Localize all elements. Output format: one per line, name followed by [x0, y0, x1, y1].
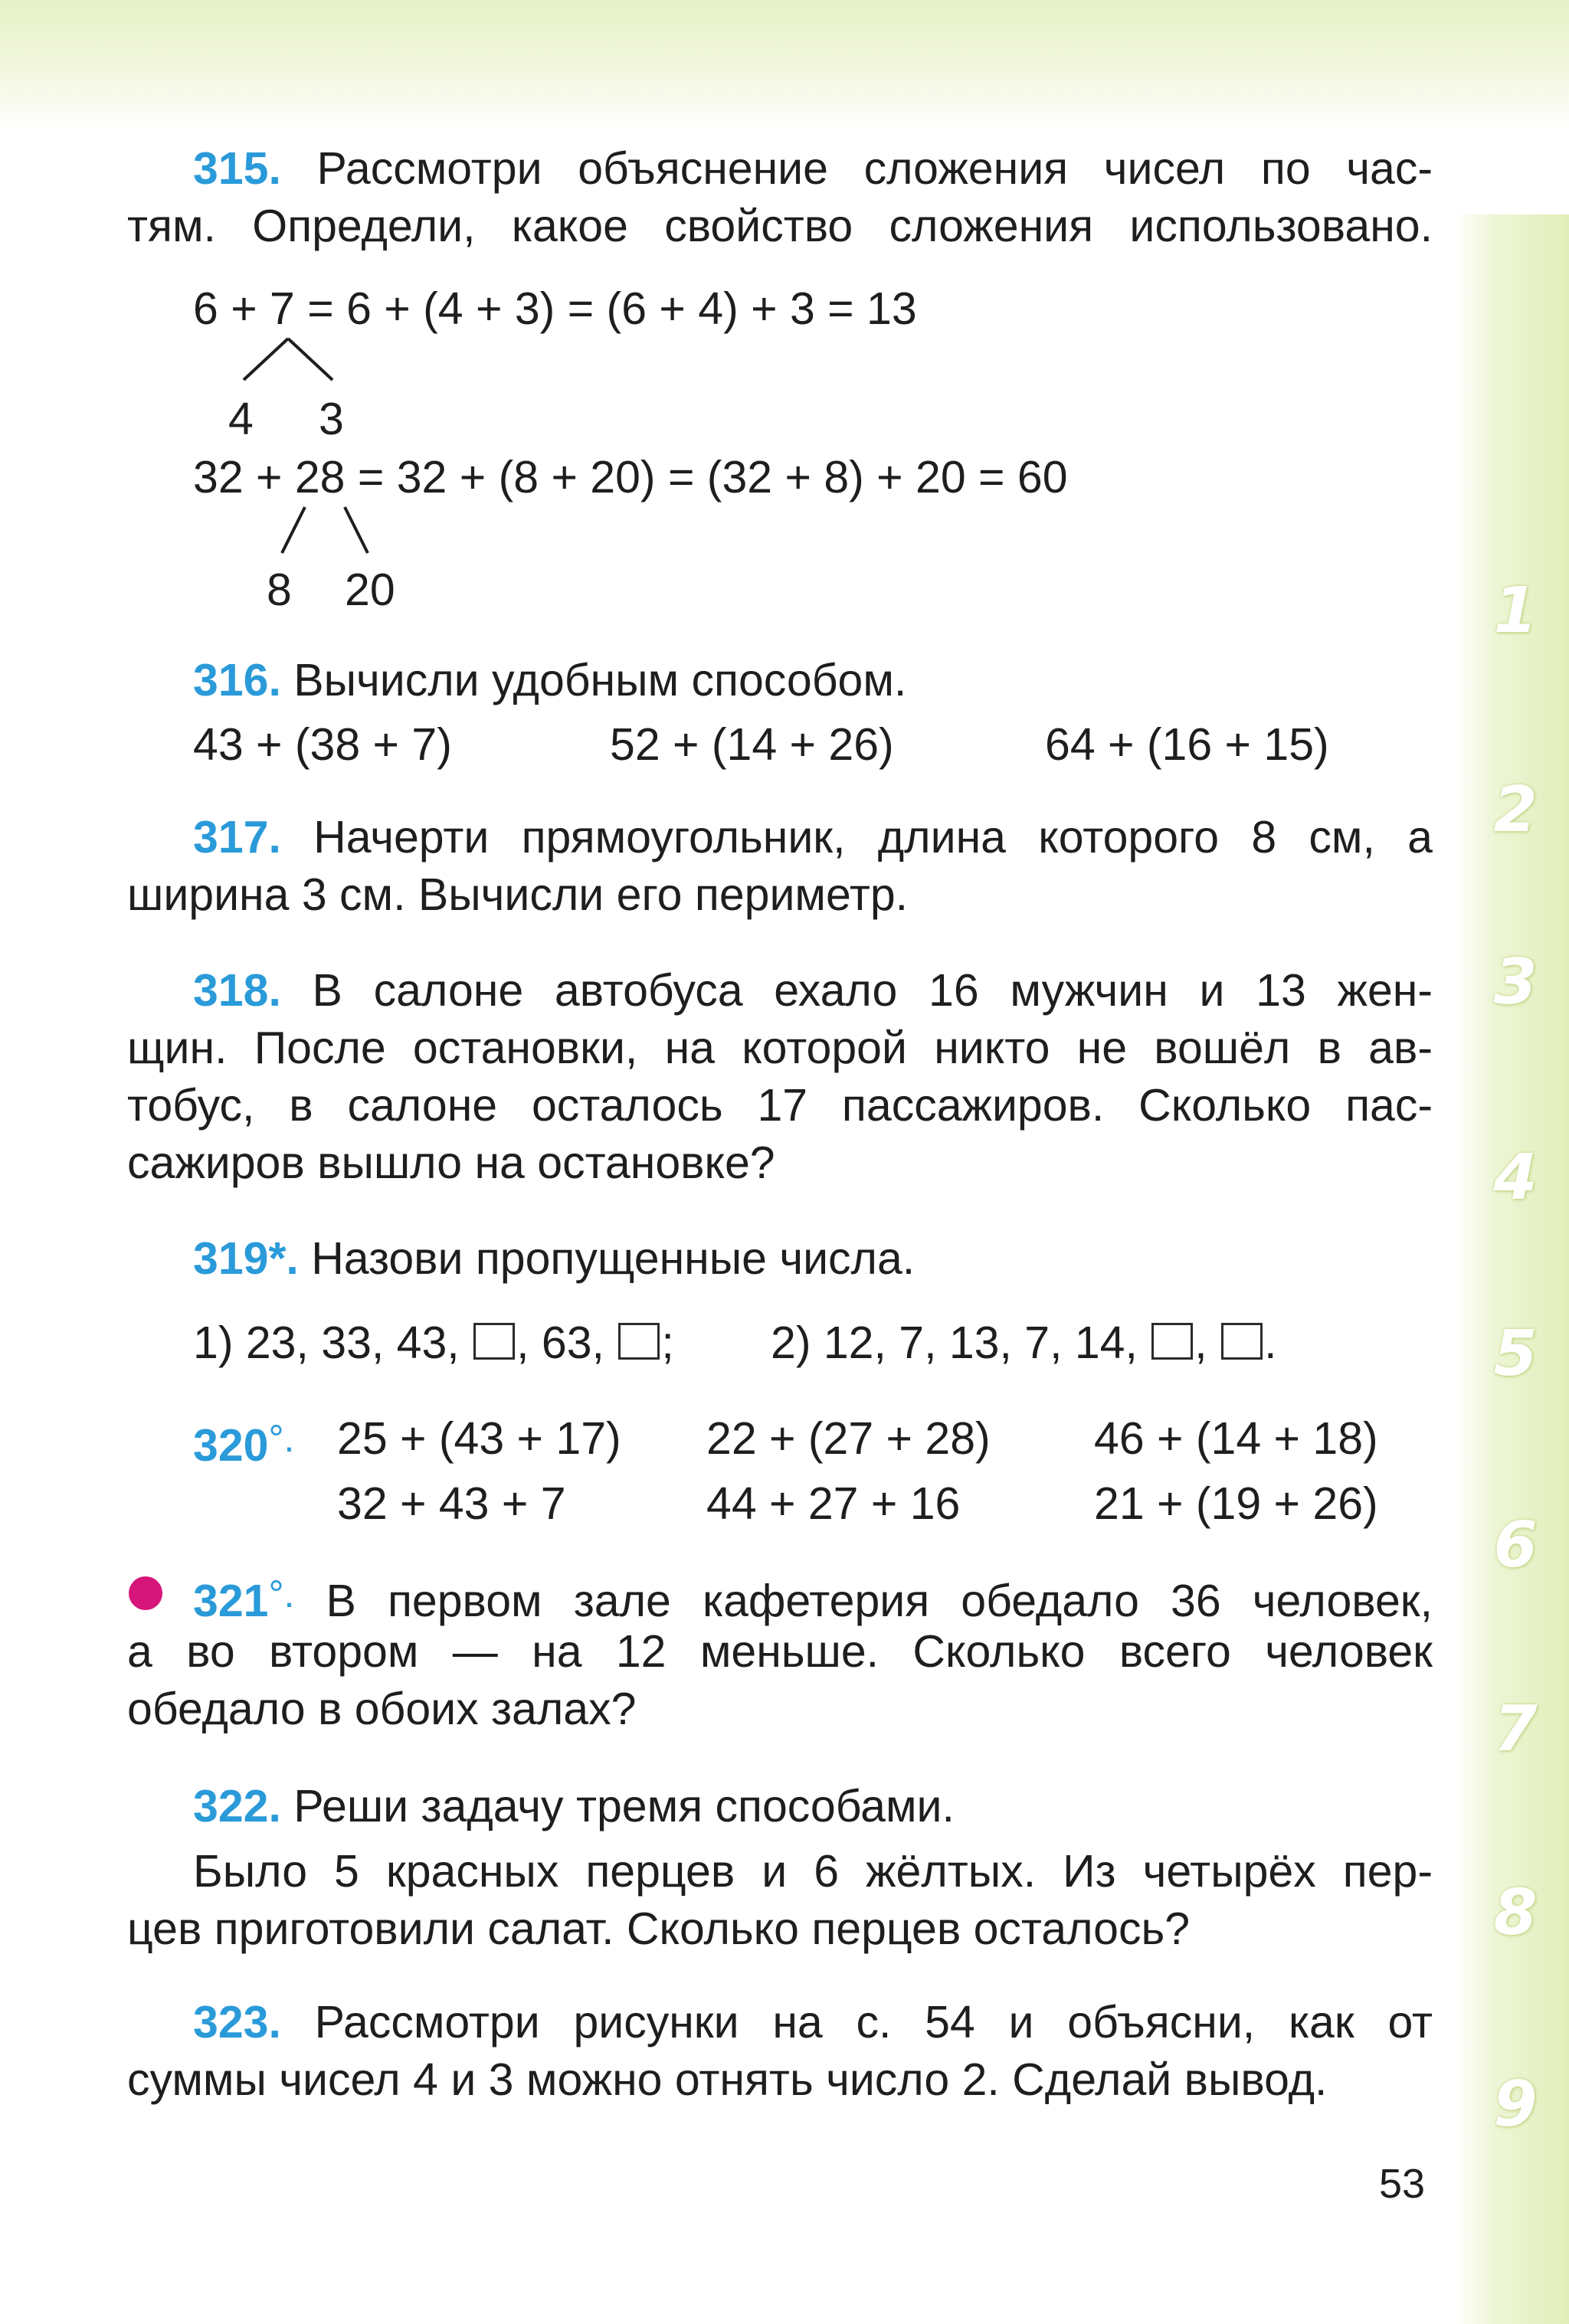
- ex319-heading: 319*. Назови пропущенные числа.: [193, 1233, 916, 1284]
- chapter-tab-3[interactable]: 3: [1493, 946, 1538, 1019]
- ex322-number: 322.: [193, 1781, 281, 1831]
- ex323-line1: 323. Рассмотри рисунки на с. 54 и объясни, как от: [193, 1997, 1433, 2047]
- ex316-expr-1: 43 + (38 + 7): [193, 719, 452, 770]
- chapter-tab-2[interactable]: 2: [1493, 774, 1538, 846]
- ex320-r2-c2: 44 + 27 + 16: [706, 1478, 961, 1529]
- ex320-mark: °.: [268, 1417, 295, 1460]
- answer-box[interactable]: [1151, 1323, 1193, 1360]
- ex323-line2: суммы чисел 4 и 3 можно отнять число 2. Сделай вывод.: [127, 2054, 1328, 2105]
- ex315-equation-1: 6 + 7 = 6 + (4 + 3) = (6 + 4) + 3 = 13: [193, 283, 917, 334]
- chapter-tab-5[interactable]: 5: [1493, 1317, 1538, 1390]
- ex318-line3: тобус, в салоне осталось 17 пассажиров. Сколько пас-: [127, 1080, 1433, 1131]
- ex320-r2-c3: 21 + (19 + 26): [1094, 1478, 1378, 1529]
- ex317-line2: ширина 3 см. Вычисли его периметр.: [127, 869, 909, 920]
- ex315-number: 315.: [193, 143, 281, 194]
- ex315-line2: тям. Определи, какое свойство сложения использовано.: [127, 201, 1433, 251]
- chapter-tab-9[interactable]: 9: [1493, 2068, 1538, 2141]
- ex318-number: 318.: [193, 965, 281, 1016]
- ex319-number: 319*.: [193, 1233, 299, 1284]
- ex315-part-20: 20: [345, 565, 395, 615]
- ex321-number: 321: [193, 1576, 269, 1626]
- ex316-heading: 316. Вычисли удобным способом.: [193, 655, 907, 705]
- ex315-branch-2: [277, 504, 377, 558]
- ex315-part-8: 8: [267, 565, 292, 615]
- chapter-tab-4[interactable]: 4: [1493, 1141, 1538, 1214]
- ex316-number: 316.: [193, 655, 281, 705]
- answer-box[interactable]: [473, 1323, 515, 1360]
- answer-box[interactable]: [618, 1323, 660, 1360]
- ex320-number: 320: [193, 1420, 269, 1471]
- ex317-number: 317.: [193, 812, 281, 862]
- ex321-line1: 321°. В первом зале кафетерия обедало 36 человек,: [193, 1573, 1433, 1626]
- ex323-number: 323.: [193, 1997, 281, 2047]
- ex315-line1: 315. Рассмотри объяснение сложения чисел по час-: [193, 143, 1433, 194]
- ex321-line2: а во втором — на 12 меньше. Сколько всего человек: [127, 1626, 1433, 1677]
- ex320-r1-c3: 46 + (14 + 18): [1094, 1413, 1378, 1464]
- ex318-line4: сажиров вышло на остановке?: [127, 1137, 775, 1188]
- ex316-expr-3: 64 + (16 + 15): [1045, 719, 1329, 770]
- answer-box[interactable]: [1221, 1323, 1263, 1360]
- ex319-sequence-1: 1) 23, 33, 43, , 63, ;: [193, 1317, 674, 1368]
- ex320-r1-c1: 25 + (43 + 17): [337, 1413, 621, 1464]
- ex317-line1: 317. Начерти прямоугольник, длина которого 8 см, а: [193, 812, 1433, 862]
- ex318-line2: щин. После остановки, на которой никто не вошёл в ав-: [127, 1023, 1433, 1073]
- ex318-line1: 318. В салоне автобуса ехало 16 мужчин и 13 жен-: [193, 965, 1433, 1016]
- page-number: 53: [1379, 2161, 1426, 2207]
- ex322-line2: цев приготовили салат. Сколько перцев осталось?: [127, 1903, 1191, 1954]
- ex315-equation-2: 32 + 28 = 32 + (8 + 20) = (32 + 8) + 20 = 60: [193, 452, 1068, 502]
- ex320-r2-c1: 32 + 43 + 7: [337, 1478, 566, 1529]
- ex315-branch-1: [237, 336, 345, 381]
- chapter-tab-6[interactable]: 6: [1493, 1509, 1538, 1582]
- ex316-expr-2: 52 + (14 + 26): [610, 719, 894, 770]
- ex321-line3: обедало в обоих залах?: [127, 1684, 637, 1734]
- ex315-part-3: 3: [319, 394, 344, 444]
- chapter-tab-7[interactable]: 7: [1493, 1693, 1538, 1766]
- chapter-tab-1[interactable]: 1: [1493, 574, 1538, 647]
- chapter-tab-8[interactable]: 8: [1493, 1877, 1538, 1949]
- ex320-r1-c2: 22 + (27 + 28): [706, 1413, 991, 1464]
- ex322-heading: 322. Реши задачу тремя способами.: [193, 1781, 955, 1831]
- ex315-part-4: 4: [228, 394, 254, 444]
- ex322-line1: Было 5 красных перцев и 6 жёлтых. Из четырёх пер-: [193, 1846, 1433, 1897]
- ex320-number-label: [193, 1412, 294, 1472]
- ex319-sequence-2: 2) 12, 7, 13, 7, 14, , .: [771, 1317, 1277, 1368]
